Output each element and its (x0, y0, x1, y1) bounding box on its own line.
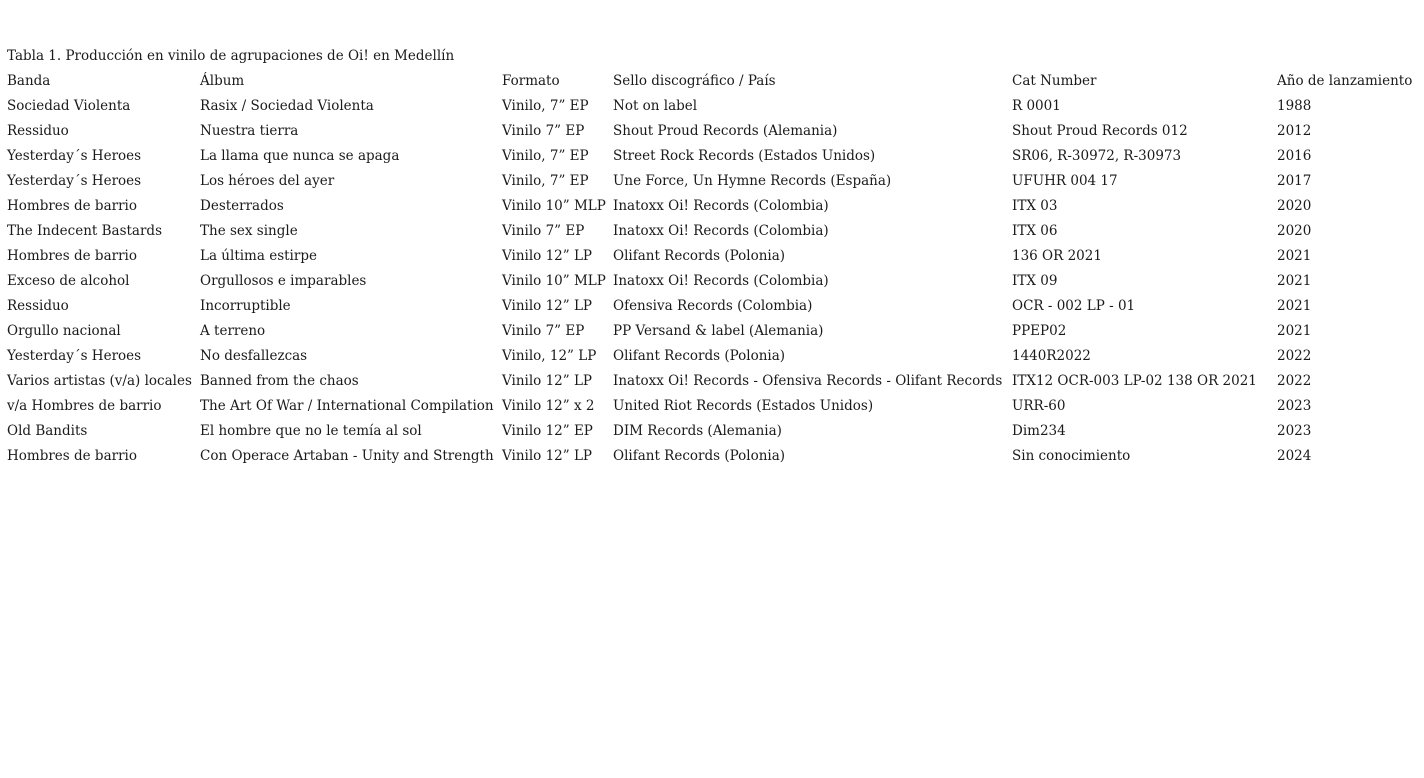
cell-sello: Inatoxx Oi! Records (Colombia) (613, 223, 829, 239)
cell-banda: The Indecent Bastards (7, 223, 162, 239)
cell-album: A terreno (200, 323, 266, 339)
table-row (7, 94, 1417, 119)
table-row (7, 394, 1417, 419)
cell-formato: Vinilo 7” EP (502, 223, 585, 239)
header-cat-number: Cat Number (1012, 73, 1097, 89)
cell-cat-number: OCR - 002 LP - 01 (1012, 298, 1136, 314)
cell-formato: Vinilo 12” LP (502, 248, 592, 264)
cell-banda: Yesterday´s Heroes (7, 173, 142, 189)
cell-anio: 2020 (1277, 198, 1312, 214)
cell-sello: Olifant Records (Polonia) (613, 248, 786, 264)
cell-banda: Old Bandits (7, 423, 88, 439)
cell-cat-number: Shout Proud Records 012 (1012, 123, 1188, 139)
table-row (7, 244, 1417, 269)
cell-formato: Vinilo 10” MLP (502, 273, 606, 289)
cell-anio: 2021 (1277, 248, 1312, 264)
cell-banda: Yesterday´s Heroes (7, 348, 142, 364)
cell-album: Con Operace Artaban - Unity and Strength (200, 448, 494, 464)
table-header-row (7, 69, 1417, 94)
cell-banda: Sociedad Violenta (7, 98, 131, 114)
cell-sello: Street Rock Records (Estados Unidos) (613, 148, 876, 164)
cell-formato: Vinilo 12” LP (502, 448, 592, 464)
cell-formato: Vinilo, 7” EP (502, 148, 589, 164)
cell-album: No desfallezcas (200, 348, 308, 364)
cell-anio: 2021 (1277, 298, 1312, 314)
document (7, 44, 1417, 469)
table-row (7, 319, 1417, 344)
table-body (7, 94, 1417, 469)
cell-banda: Hombres de barrio (7, 198, 137, 214)
table-row (7, 269, 1417, 294)
table-row (7, 294, 1417, 319)
cell-anio: 2016 (1277, 148, 1312, 164)
cell-formato: Vinilo, 7” EP (502, 98, 589, 114)
cell-anio: 2023 (1277, 423, 1312, 439)
table-row (7, 194, 1417, 219)
cell-banda: v/a Hombres de barrio (7, 398, 162, 414)
cell-formato: Vinilo 12” EP (502, 423, 593, 439)
table-row (7, 419, 1417, 444)
table-row (7, 444, 1417, 469)
cell-anio: 2022 (1277, 373, 1312, 389)
cell-anio: 2024 (1277, 448, 1312, 464)
cell-formato: Vinilo 12” LP (502, 373, 592, 389)
cell-anio: 2021 (1277, 323, 1312, 339)
cell-album: Orgullosos e imparables (200, 273, 367, 289)
cell-sello: Olifant Records (Polonia) (613, 348, 786, 364)
cell-album: La última estirpe (200, 248, 317, 264)
cell-cat-number: URR-60 (1012, 398, 1066, 414)
cell-anio: 2017 (1277, 173, 1312, 189)
cell-anio: 2022 (1277, 348, 1312, 364)
header-anio: Año de lanzamiento (1277, 73, 1413, 89)
cell-cat-number: SR06, R-30972, R-30973 (1012, 148, 1182, 164)
cell-banda: Varios artistas (v/a) locales (7, 373, 192, 389)
cell-sello: DIM Records (Alemania) (613, 423, 782, 439)
cell-formato: Vinilo 7” EP (502, 123, 585, 139)
cell-album: La llama que nunca se apaga (200, 148, 400, 164)
cell-cat-number: 136 OR 2021 (1012, 248, 1102, 264)
table-row (7, 369, 1417, 394)
vinyl-production-table (7, 69, 1417, 469)
cell-sello: Olifant Records (Polonia) (613, 448, 786, 464)
cell-sello: Inatoxx Oi! Records (Colombia) (613, 198, 829, 214)
cell-cat-number: PPEP02 (1012, 323, 1067, 339)
table-row (7, 219, 1417, 244)
cell-album: Banned from the chaos (200, 373, 359, 389)
table-row (7, 169, 1417, 194)
cell-banda: Hombres de barrio (7, 448, 137, 464)
cell-album: The Art Of War / International Compilation (200, 398, 494, 414)
cell-formato: Vinilo, 7” EP (502, 173, 589, 189)
cell-banda: Orgullo nacional (7, 323, 121, 339)
cell-sello: PP Versand & label (Alemania) (613, 323, 824, 339)
table-row (7, 119, 1417, 144)
cell-album: Nuestra tierra (200, 123, 299, 139)
cell-banda: Hombres de barrio (7, 248, 137, 264)
cell-cat-number: UFUHR 004 17 (1012, 173, 1118, 189)
cell-cat-number: ITX12 OCR-003 LP-02 138 OR 2021 (1012, 373, 1257, 389)
cell-sello: Une Force, Un Hymne Records (España) (613, 173, 892, 189)
cell-banda: Yesterday´s Heroes (7, 148, 142, 164)
cell-sello: Inatoxx Oi! Records - Ofensiva Records - Olifant Records (613, 373, 1003, 389)
cell-anio: 2021 (1277, 273, 1312, 289)
cell-sello: Not on label (613, 98, 698, 114)
cell-anio: 1988 (1277, 98, 1312, 114)
table-row (7, 144, 1417, 169)
cell-album: The sex single (200, 223, 298, 239)
table-caption: Tabla 1. Producción en vinilo de agrupaciones de Oi! en Medellín (7, 48, 455, 64)
cell-formato: Vinilo 10” MLP (502, 198, 606, 214)
cell-album: El hombre que no le temía al sol (200, 423, 422, 439)
cell-banda: Ressiduo (7, 123, 69, 139)
cell-sello: Ofensiva Records (Colombia) (613, 298, 813, 314)
table-row (7, 344, 1417, 369)
header-banda: Banda (7, 73, 51, 89)
cell-cat-number: ITX 06 (1012, 223, 1058, 239)
cell-album: Incorruptible (200, 298, 291, 314)
cell-banda: Ressiduo (7, 298, 69, 314)
cell-formato: Vinilo 12” x 2 (502, 398, 595, 414)
cell-cat-number: Dim234 (1012, 423, 1066, 439)
header-sello: Sello discográfico / País (613, 73, 776, 89)
cell-cat-number: R 0001 (1012, 98, 1061, 114)
cell-cat-number: 1440R2022 (1012, 348, 1091, 364)
cell-banda: Exceso de alcohol (7, 273, 130, 289)
cell-anio: 2023 (1277, 398, 1312, 414)
cell-anio: 2012 (1277, 123, 1312, 139)
cell-sello: United Riot Records (Estados Unidos) (613, 398, 874, 414)
cell-formato: Vinilo 12” LP (502, 298, 592, 314)
header-formato: Formato (502, 73, 560, 89)
cell-album: Rasix / Sociedad Violenta (200, 98, 374, 114)
cell-cat-number: ITX 09 (1012, 273, 1058, 289)
cell-sello: Shout Proud Records (Alemania) (613, 123, 838, 139)
cell-formato: Vinilo 7” EP (502, 323, 585, 339)
header-album: Álbum (200, 73, 245, 89)
cell-sello: Inatoxx Oi! Records (Colombia) (613, 273, 829, 289)
cell-cat-number: Sin conocimiento (1012, 448, 1131, 464)
cell-anio: 2020 (1277, 223, 1312, 239)
cell-cat-number: ITX 03 (1012, 198, 1058, 214)
cell-formato: Vinilo, 12” LP (502, 348, 597, 364)
cell-album: Desterrados (200, 198, 284, 214)
cell-album: Los héroes del ayer (200, 173, 335, 189)
